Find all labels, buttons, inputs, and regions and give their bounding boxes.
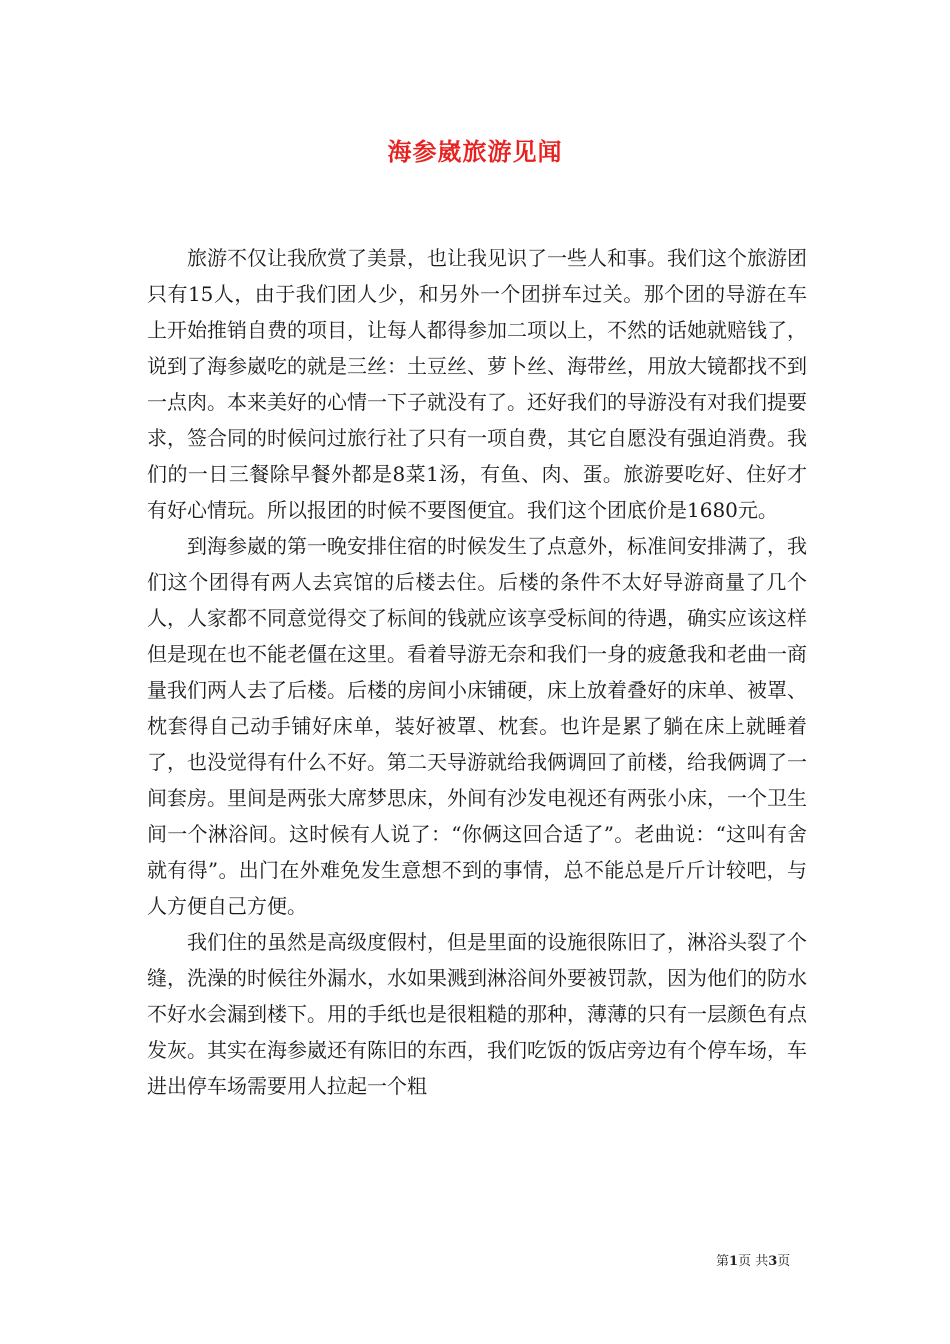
document-body [147,240,807,1104]
paragraph-3: 我们住的虽然是高级度假村，但是里面的设施很陈旧了，淋浴头裂了个缝，洗澡的时候往外漏水，水如果溅到淋浴间外要被罚款，因为他们的防水不好水会漏到楼下。用的手纸也是很粗糙的那种，薄薄的只有一层颜色有点发灰。其实在海参崴还有陈旧的东西，我们吃饭的饭店旁边有个停车场，车进出停车场需要用人拉起一个粗 [147,930,807,1098]
page-footer [716,1250,790,1269]
footer-total-pages: 3 [768,1254,778,1269]
footer-suffix: 页 [777,1254,791,1269]
footer-prefix: 第 [716,1254,730,1269]
paragraph-2: 到海参崴的第一晚安排住宿的时候发生了点意外，标准间安排满了，我们这个团得有两人去宾馆的后楼去住。后楼的条件不太好导游商量了几个人，人家都不同意觉得交了标间的钱就应该享受标间的待遇，确实应该这样但是现在也不能老僵在这里。看着导游无奈和我们一身的疲惫我和老曲一商量我们两人去了后楼。后楼的房间小床铺硬，床上放着叠好的床单、被罩、枕套得自己动手铺好床单，装好被罩、枕套。也许是累了躺在床上就睡着了，也没觉得有什么不好。第二天导游就给我俩调回了前楼，给我俩调了一间套房。里间是两张大席梦思床，外间有沙发电视还有两张小床，一个卫生间一个淋浴间。这时候有人说了：“你俩这回合适了”。老曲说：“这叫有舍就有得”。出门在外难免发生意想不到的事情，总不能总是斤斤计较吧，与人方便自己方便。 [147,534,807,918]
paragraph-1: 旅游不仅让我欣赏了美景，也让我见识了一些人和事。我们这个旅游团只有15人，由于我们团人少，和另外一个团拼车过关。那个团的导游在车上开始推销自费的项目，让每人都得参加二项以上，不然的话她就赔钱了，说到了海参崴吃的就是三丝：土豆丝、萝卜丝、海带丝，用放大镜都找不到一点肉。本来美好的心情一下子就没有了。还好我们的导游没有对我们提要求，签合同的时候问过旅行社了只有一项自费，其它自愿没有强迫消费。我们的一日三餐除早餐外都是8菜1汤，有鱼、肉、蛋。旅游要吃好、住好才有好心情玩。所以报团的时候不要图便宜。我们这个团底价是1680元。 [147,246,807,522]
document-title: 海参崴旅游见闻 [387,137,563,166]
footer-middle: 页 共 [738,1254,769,1269]
footer-current-page: 1 [729,1254,739,1269]
